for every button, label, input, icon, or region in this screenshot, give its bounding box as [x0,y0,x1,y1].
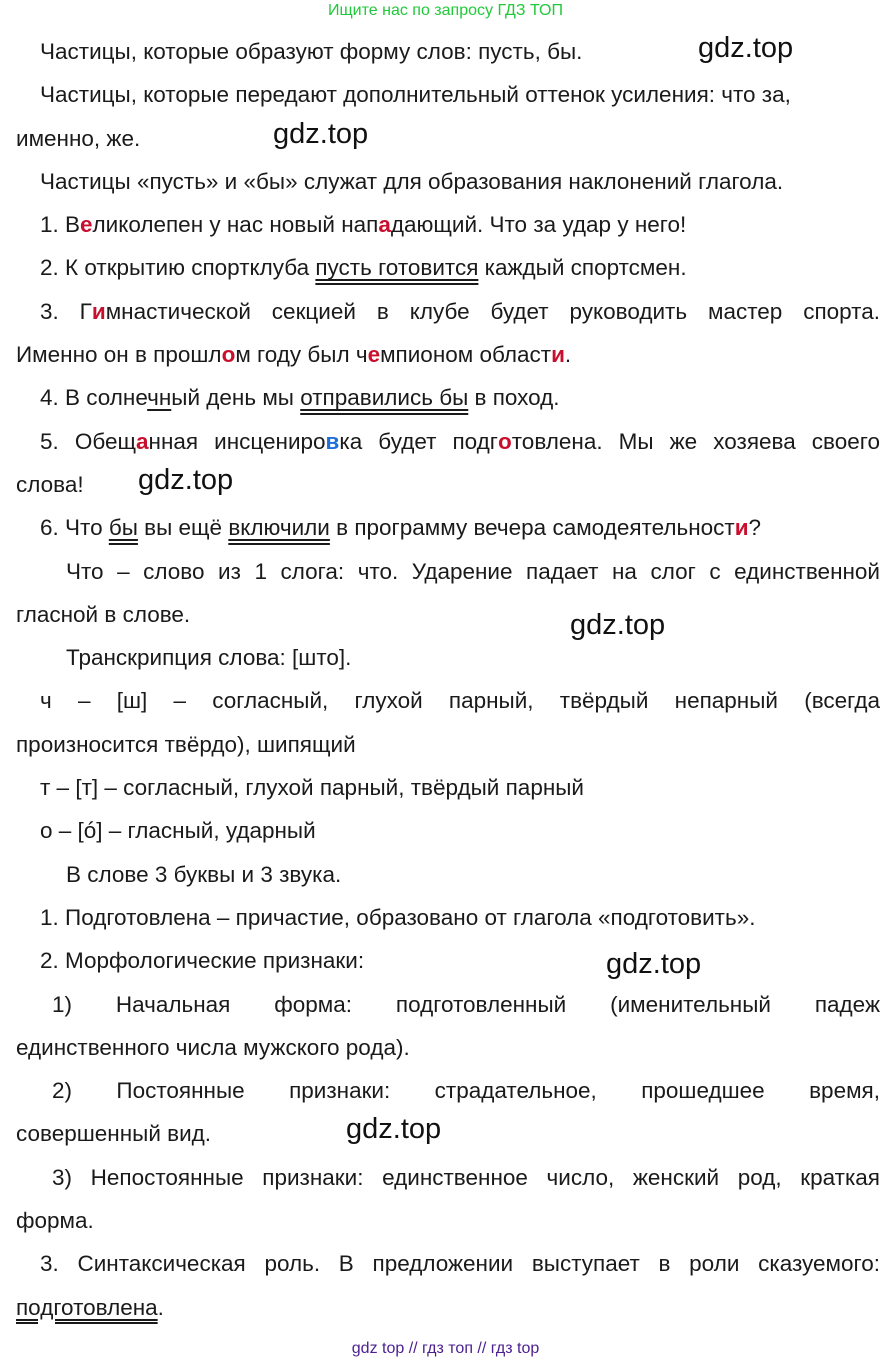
text-line [16,1156,880,1199]
text-span: нная инсцениро [148,428,326,454]
text-span: каждый спортсмен. [478,255,687,281]
text-line [16,117,880,160]
text-line [16,203,880,246]
text-span: 2. К открытию спортклуба [40,255,316,281]
text-line [16,593,880,636]
highlight-letter: и [91,298,106,324]
highlight-letter: а [378,212,391,238]
text-span: т – [т] – согласный, глухой парный, твёрдый парный [40,775,584,801]
text-line [16,1286,880,1329]
text-line [16,1112,880,1155]
predicate-underline: пусть готовится [315,255,479,281]
text-line [16,1069,880,1112]
text-span: единственного числа мужского рода). [16,1034,410,1060]
highlight-letter: о [498,428,512,454]
watermark: gdz.top [138,464,234,496]
text-span: 1. Подготовлена – причастие, образовано от глагола «подготовить». [40,904,756,930]
text-span: . [157,1294,164,1320]
predicate-underline: включили [228,515,330,541]
text-span: Частицы, которые передают дополнительный оттенок усиления: что за, [40,82,791,108]
text-span: 1. В [40,212,81,238]
text-span: совершенный вид. [16,1121,212,1147]
watermark: gdz.top [698,32,794,64]
text-span: Что – слово из 1 слога: что. Ударение падает на слог с единственной [66,558,880,584]
text-line [16,809,880,852]
text-span: мпионом облаcт [380,342,552,368]
text-span: Частицы «пусть» и «бы» служат для образования наклонений глагола. [40,168,784,194]
text-line [16,420,880,463]
watermark: gdz.top [273,118,369,150]
text-line [16,550,880,593]
highlight-letter: а [136,428,149,454]
text-line [16,853,880,896]
text-span: слова! [16,471,84,497]
highlight-letter: и [734,515,749,541]
highlight-letter: е [80,212,93,238]
watermark: gdz.top [346,1113,442,1145]
text-line [16,766,880,809]
predicate-underline: подготовлена [16,1294,158,1320]
text-line [16,376,880,419]
text-line [16,1242,880,1285]
text-span: В слове 3 буквы и 3 звука. [66,861,342,887]
text-span: м году был ч [235,342,368,368]
text-span: Именно он в прошл [16,342,222,368]
text-span: о – [ó] – гласный, ударный [40,818,316,844]
text-span: дающий. Что за удар у него! [390,212,687,238]
text-span: 2) Постоянные признаки: страдательное, прошедшее время, [52,1078,880,1104]
text-span: 6. Что [40,515,109,541]
watermark: gdz.top [606,948,702,980]
text-span: в программу вечера самодеятельност [329,515,735,541]
highlight-letter: и [551,342,565,368]
text-span: ликолепен у нас новый нап [92,212,379,238]
watermark: gdz.top [570,609,666,641]
text-span: ч – [ш] – согласный, глухой парный, твёрдый непарный (всегда [40,688,880,714]
text-span: вы ещё [137,515,229,541]
predicate-underline: отправились бы [300,385,469,411]
text-span: произносится твёрдо), шипящий [16,731,356,757]
text-span: мнастической секцией в клубе будет руководить мастер спорта. [105,298,880,324]
highlight-letter: е [367,342,381,368]
text-span: гласной в слове. [16,601,191,627]
document-body [16,30,880,1329]
search-banner[interactable]: Ищите нас по запросу ГДЗ ТОП [328,2,563,19]
text-line [16,1026,880,1069]
text-span: 3. Г [40,298,92,324]
text-span: 4. В солне [40,385,148,411]
text-span: . [564,342,572,368]
text-line [16,679,880,722]
text-span: 5. Обещ [40,428,136,454]
text-line [16,1199,880,1242]
text-line [16,333,880,376]
text-line [16,73,880,116]
text-span: 3) Непостоянные признаки: единственное число, женский род, краткая [52,1164,880,1190]
text-span: 1) Начальная форма: подготовленный (именительный падеж [52,991,880,1017]
text-span: именно, же. [16,125,141,151]
text-span: 2. Морфологические признаки: [40,948,365,974]
highlight-letter: о [221,342,236,368]
text-line [16,939,880,982]
text-line [16,290,880,333]
spelling-underline: чн [147,385,172,411]
text-line [16,983,880,1026]
text-line [16,246,880,289]
text-span: ка будет подг [339,428,498,454]
text-line [16,160,880,203]
text-line [16,723,880,766]
text-line [16,896,880,939]
text-span: товлена. Мы же хозяева своего [511,428,880,454]
text-line [16,636,880,679]
text-span: в поход. [468,385,560,411]
highlight-letter-blue: в [325,428,340,454]
text-span: форма. [16,1208,94,1234]
text-span: Транскрипция слова: [што]. [66,645,352,671]
text-line [16,506,880,549]
footer-links[interactable]: gdz top // гдз топ // гдз top [351,1340,540,1357]
text-span: Частицы, которые образуют форму слов: пусть, бы. [40,39,583,64]
predicate-underline: бы [108,515,138,541]
text-span: 3. Синтаксическая роль. В предложении выступает в роли сказуемого: [40,1251,880,1277]
text-span: ? [748,515,762,541]
text-span: ый день мы [171,385,301,411]
